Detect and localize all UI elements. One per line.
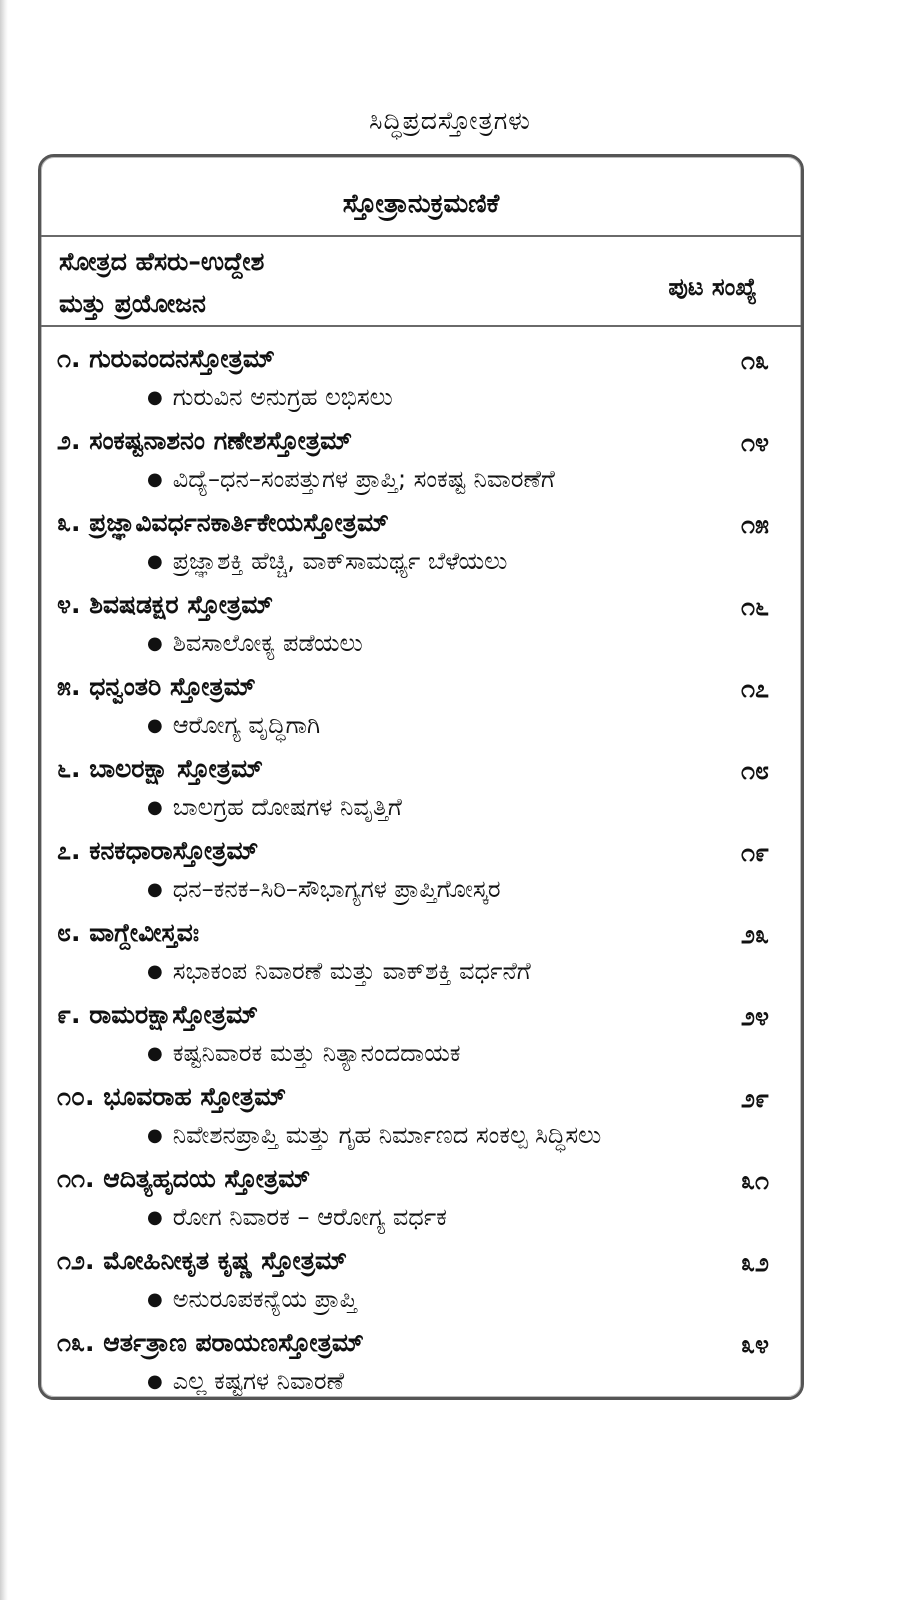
entry-title: ೩. ಪ್ರಜ್ಞಾವಿವರ್ಧನಕಾರ್ತಿಕೇಯಸ್ತೋತ್ರಮ್: [57, 508, 389, 537]
entry-purpose: [147, 1117, 601, 1154]
entry-purpose-text: ಗುರುವಿನ ಅನುಗ್ರಹ ಲಭಿಸಲು: [172, 383, 393, 411]
entry-title: ೧೧. ಆದಿತ್ಯಹೃದಯ ಸ್ತೋತ್ರಮ್: [57, 1164, 311, 1193]
entry-purpose: [147, 1199, 447, 1236]
entry-page-number: ೧೬: [740, 592, 769, 621]
entry-purpose: [147, 953, 531, 990]
entry-purpose-text: ಧನ–ಕನಕ–ಸಿರಿ–ಸೌಭಾಗ್ಯಗಳ ಪ್ರಾಪ್ತಿಗೋಸ್ಕರ: [172, 875, 501, 903]
entry-title: ೧೨. ಮೋಹಿನೀಕೃತ ಕೃಷ್ಣ ಸ್ತೋತ್ರಮ್: [57, 1246, 347, 1275]
toc-list: [57, 341, 769, 1407]
toc-entry: [57, 505, 769, 587]
entry-page-number: ೧೪: [740, 428, 769, 457]
entry-page-number: ೧೫: [740, 510, 769, 539]
entry-title: ೧೦. ಭೂವರಾಹ ಸ್ತೋತ್ರಮ್: [57, 1082, 287, 1111]
entry-purpose-text: ಸಭಾಕಂಪ ನಿವಾರಣೆ ಮತ್ತು ವಾಕ್‌ಶಕ್ತಿ ವರ್ಧನೆಗೆ: [172, 957, 531, 985]
entry-title: ೨. ಸಂಕಷ್ಟನಾಶನಂ ಗಣೇಶಸ್ತೋತ್ರಮ್: [57, 426, 353, 455]
bullet-icon: ●: [147, 387, 163, 408]
entry-page-number: ೩೪: [740, 1330, 769, 1359]
page-edge-shadow: [0, 0, 8, 1600]
entry-page-number: ೧೭: [740, 674, 769, 703]
toc-entry: [57, 1243, 769, 1325]
toc-entry: [57, 669, 769, 751]
column-heading-name-line2: ಮತ್ತು ಪ್ರಯೋಜನ: [59, 289, 206, 318]
bullet-icon: ●: [147, 551, 163, 572]
column-heading-name: [59, 241, 264, 325]
entry-purpose: [147, 1035, 461, 1072]
running-head: ಸಿದ್ಧಿಪ್ರದಸ್ತೋತ್ರಗಳು: [369, 106, 531, 135]
toc-entry: [57, 1161, 769, 1243]
entry-title: ೪. ಶಿವಷಡಕ್ಷರ ಸ್ತೋತ್ರಮ್: [57, 590, 274, 619]
divider-bottom: [41, 325, 801, 327]
entry-purpose-text: ಶಿವಸಾಲೋಕ್ಯ ಪಡೆಯಲು: [172, 629, 363, 657]
column-heading-page: ಪುಟ ಸಂಖ್ಯೆ: [668, 273, 757, 301]
toc-entry: [57, 915, 769, 997]
toc-title: ಸ್ತೋತ್ರಾನುಕ್ರಮಣಿಕೆ: [342, 189, 500, 219]
toc-entry: [57, 751, 769, 833]
bullet-icon: ●: [147, 961, 163, 982]
entry-page-number: ೧೮: [740, 756, 769, 785]
entry-purpose: [147, 543, 507, 580]
toc-entry: [57, 341, 769, 423]
entry-title: ೧೩. ಆರ್ತತ್ರಾಣ ಪರಾಯಣಸ್ತೋತ್ರಮ್: [57, 1328, 364, 1357]
bullet-icon: ●: [147, 1289, 163, 1310]
entry-title: ೭. ಕನಕಧಾರಾಸ್ತೋತ್ರಮ್: [57, 836, 259, 865]
toc-entry: [57, 997, 769, 1079]
entry-purpose-text: ಕಷ್ಟನಿವಾರಕ ಮತ್ತು ನಿತ್ಯಾನಂದದಾಯಕ: [172, 1039, 461, 1067]
entry-purpose-text: ಆರೋಗ್ಯ ವೃದ್ಧಿಗಾಗಿ: [172, 711, 321, 739]
toc-entry: [57, 833, 769, 915]
entry-purpose: [147, 1363, 344, 1400]
entry-title: ೯. ರಾಮರಕ್ಷಾಸ್ತೋತ್ರಮ್: [57, 1000, 258, 1029]
entry-title: ೮. ವಾಗ್ದೇವೀಸ್ತವಃ: [57, 918, 200, 947]
entry-purpose: [147, 871, 501, 908]
entry-page-number: ೧೯: [740, 838, 769, 867]
entry-purpose-text: ಬಾಲಗ್ರಹ ದೋಷಗಳ ನಿವೃತ್ತಿಗೆ: [172, 793, 402, 821]
toc-entry: [57, 1325, 769, 1407]
bullet-icon: ●: [147, 715, 163, 736]
toc-frame: [38, 154, 804, 1400]
entry-page-number: ೩೧: [740, 1166, 769, 1195]
entry-purpose-text: ನಿವೇಶನಪ್ರಾಪ್ತಿ ಮತ್ತು ಗೃಹ ನಿರ್ಮಾಣದ ಸಂಕಲ್ಪ ಸಿದ್ಧಿಸಲು: [172, 1121, 602, 1149]
entry-purpose: [147, 789, 402, 826]
toc-entry: [57, 587, 769, 669]
entry-title: ೬. ಬಾಲರಕ್ಷಾ ಸ್ತೋತ್ರಮ್: [57, 754, 263, 783]
column-heading-name-line1: ಸೋತ್ರದ ಹೆಸರು–ಉದ್ದೇಶ: [59, 247, 265, 276]
toc-entry: [57, 1079, 769, 1161]
bullet-icon: ●: [147, 1207, 163, 1228]
entry-page-number: ೨೩: [740, 920, 769, 949]
bullet-icon: ●: [147, 797, 163, 818]
entry-title: ೧. ಗುರುವಂದನಸ್ತೋತ್ರಮ್: [57, 344, 275, 373]
bullet-icon: ●: [147, 1043, 163, 1064]
entry-purpose: [147, 1281, 357, 1318]
entry-purpose-text: ವಿದ್ಯೆ–ಧನ–ಸಂಪತ್ತುಗಳ ಪ್ರಾಪ್ತಿ; ಸಂಕಷ್ಟ ನಿವಾರಣೆಗೆ: [172, 465, 555, 493]
entry-purpose-text: ರೋಗ ನಿವಾರಕ – ಆರೋಗ್ಯ ವರ್ಧಕ: [172, 1203, 447, 1231]
entry-page-number: ೧೩: [740, 346, 769, 375]
bullet-icon: ●: [147, 633, 163, 654]
bullet-icon: ●: [147, 1125, 163, 1146]
entry-purpose: [147, 707, 320, 744]
entry-title: ೫. ಧನ್ವಂತರಿ ಸ್ತೋತ್ರಮ್: [57, 672, 256, 701]
entry-purpose-text: ಅನುರೂಪಕನ್ಯೆಯ ಪ್ರಾಪ್ತಿ: [172, 1285, 357, 1313]
divider-top: [41, 235, 801, 237]
bullet-icon: ●: [147, 879, 163, 900]
entry-purpose-text: ಎಲ್ಲ ಕಷ್ಟಗಳ ನಿವಾರಣೆ: [172, 1367, 345, 1395]
entry-purpose: [147, 461, 555, 498]
entry-page-number: ೨೪: [740, 1002, 769, 1031]
entry-page-number: ೩೨: [740, 1248, 769, 1277]
entry-purpose-text: ಪ್ರಜ್ಞಾಶಕ್ತಿ ಹೆಚ್ಚಿ, ವಾಕ್‌ಸಾಮರ್ಥ್ಯ ಬೆಳೆಯಲು: [172, 547, 508, 575]
entry-purpose: [147, 379, 393, 416]
toc-entry: [57, 423, 769, 505]
bullet-icon: ●: [147, 1371, 163, 1392]
entry-purpose: [147, 625, 363, 662]
bullet-icon: ●: [147, 469, 163, 490]
entry-page-number: ೨೯: [740, 1084, 769, 1113]
